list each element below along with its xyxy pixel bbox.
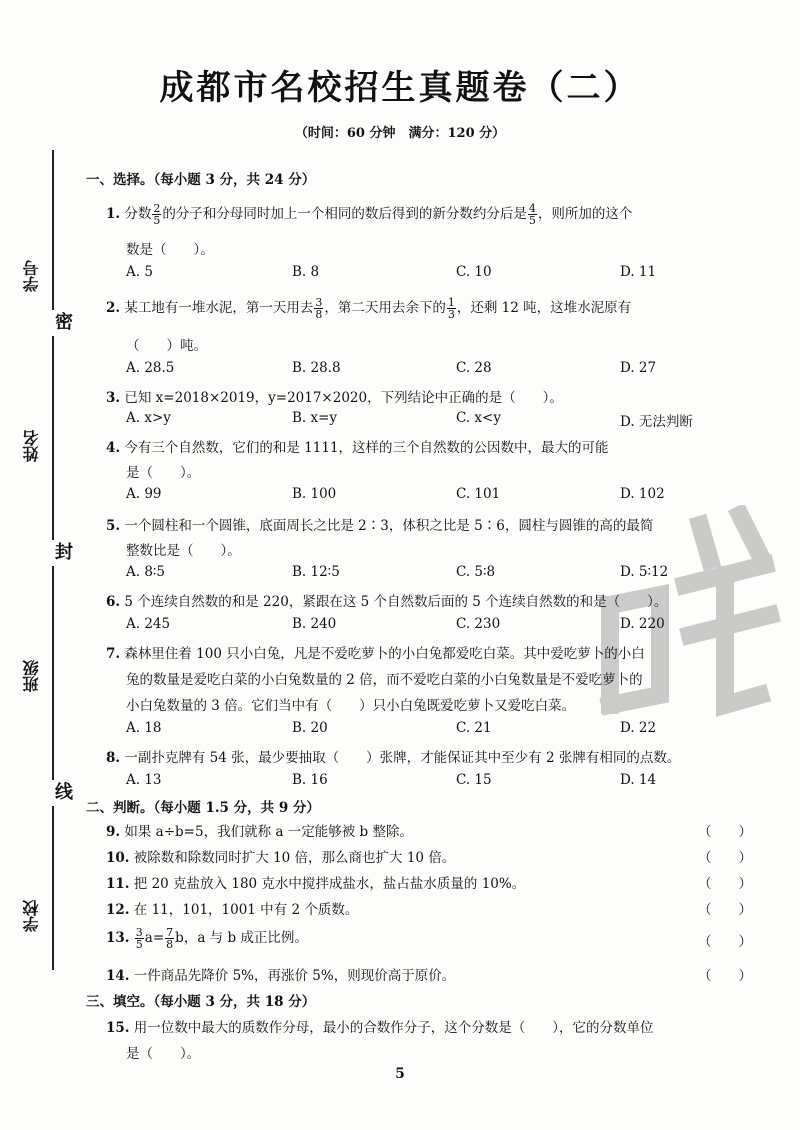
question-8: 8. 一副扑克牌有 54 张，最少要抽取（ ）张牌，才能保证其中至少有 2 张牌有相同的点数。: [106, 750, 681, 766]
option-d[interactable]: D. 27: [620, 360, 657, 376]
question-number: 1.: [106, 206, 121, 222]
option-b[interactable]: B. 240: [292, 616, 337, 632]
answer-blank[interactable]: （ ）: [698, 876, 752, 892]
question-number: 13.: [106, 930, 130, 946]
option-d[interactable]: D. 无法判断: [620, 414, 693, 430]
question-text: 是（ ）。: [126, 1046, 201, 1062]
page-number: 5: [395, 1066, 405, 1082]
option-c[interactable]: C. 15: [456, 772, 492, 788]
fraction: $\frac{3}{5}$: [135, 926, 143, 951]
option-d[interactable]: D. 220: [620, 616, 665, 632]
option-b[interactable]: B. 20: [292, 720, 328, 736]
question-text: 整数比是（ ）。: [126, 543, 241, 559]
option-a[interactable]: A. 99: [126, 486, 162, 502]
question-3: 3. 已知 x=2018×2019，y=2017×2020，下列结论中正确的是（ ）。: [106, 390, 563, 406]
name-label: 姓名: [22, 430, 41, 462]
question-number: 4.: [106, 440, 121, 456]
option-a[interactable]: A. 5: [126, 264, 153, 280]
answer-blank[interactable]: （ ）: [698, 850, 752, 866]
question-5: 5. 一个圆柱和一个圆锥，底面周长之比是 2∶3，体积之比是 5∶6，圆柱与圆锥的高的最简: [106, 518, 654, 534]
question-number: 15.: [106, 1020, 130, 1036]
section-fill-heading: 三、填空。（每小题 3 分，共 18 分）: [86, 994, 316, 1010]
option-d[interactable]: D. 14: [620, 772, 657, 788]
fraction: $\frac{4}{5}$: [528, 202, 536, 227]
seal-xian: 线: [50, 780, 78, 806]
question-10: 10. 被除数和除数同时扩大 10 倍，那么商也扩大 10 倍。: [106, 850, 456, 866]
class-label: 班级: [22, 660, 41, 692]
question-number: 9.: [106, 824, 121, 840]
option-b[interactable]: B. 28.8: [292, 360, 341, 376]
option-c[interactable]: C. 21: [456, 720, 492, 736]
binding-margin: [0, 140, 100, 980]
question-13: 13. $\frac{3}{5}$ a= $\frac{7}{8}$ b，a 与 b 成正比例。: [106, 926, 308, 951]
question-text: 小白兔数量的 3 倍。它们当中有（ ）只小白兔既爱吃萝卜又爱吃白菜。: [126, 698, 576, 714]
option-c[interactable]: C. 230: [456, 616, 501, 632]
fraction: $\frac{2}{5}$: [153, 202, 161, 227]
question-4: 4. 今有三个自然数，它们的和是 1111，这样的三个自然数的公因数中，最大的可能: [106, 440, 609, 456]
option-d[interactable]: D. 102: [620, 486, 665, 502]
question-11: 11. 把 20 克盐放入 180 克水中搅拌成盐水，盐占盐水质量的 10%。: [106, 876, 526, 892]
question-text: （ ）吨。: [126, 338, 207, 354]
seal-mi: 密: [50, 310, 78, 336]
option-a[interactable]: A. x>y: [126, 410, 171, 426]
question-number: 10.: [106, 850, 130, 866]
question-14: 14. 一件商品先降价 5%，再涨价 5%，则现价高于原价。: [106, 968, 456, 984]
question-number: 12.: [106, 902, 130, 918]
school-label: 学校: [22, 900, 41, 932]
question-number: 7.: [106, 646, 121, 662]
fraction: $\frac{3}{8}$: [315, 296, 323, 321]
question-number: 6.: [106, 594, 121, 610]
question-text: 数是（ ）。: [126, 242, 214, 258]
question-6: 6. 5 个连续自然数的和是 220，紧跟在这 5 个自然数后面的 5 个连续自然数的和是（ ）。: [106, 594, 668, 610]
question-number: 14.: [106, 968, 130, 984]
option-a[interactable]: A. 28.5: [126, 360, 175, 376]
question-number: 2.: [106, 300, 121, 316]
fraction: $\frac{7}{8}$: [166, 926, 174, 951]
question-12: 12. 在 11，101，1001 中有 2 个质数。: [106, 902, 359, 918]
question-number: 8.: [106, 750, 121, 766]
question-7: 7. 森林里住着 100 只小白兔，凡是不爱吃萝卜的小白兔都爱吃白菜。其中爱吃萝卜的小白: [106, 646, 645, 662]
option-c[interactable]: C. 101: [456, 486, 501, 502]
question-number: 3.: [106, 390, 121, 406]
question-1: 1. 分数 $\frac{2}{5}$ 的分子和分母同时加上一个相同的数后得到的新分数约分后是 $\frac{4}{5}$ ，则所加的这个: [106, 202, 633, 227]
answer-blank[interactable]: （ ）: [698, 968, 752, 984]
option-a[interactable]: A. 8∶5: [126, 564, 166, 580]
question-text: 是（ ）。: [126, 465, 201, 481]
option-c[interactable]: C. 10: [456, 264, 492, 280]
option-d[interactable]: D. 5∶12: [620, 564, 669, 580]
question-number: 11.: [106, 876, 130, 892]
question-number: 5.: [106, 518, 121, 534]
exam-time-info: （时间：60 分钟 满分：120 分）: [294, 126, 506, 141]
question-15: 15. 用一位数中最大的质数作分母，最小的合数作分子，这个分数是（ ），它的分数单位: [106, 1020, 654, 1036]
page-title: 成都市名校招生真题卷（二）: [159, 68, 641, 108]
option-a[interactable]: A. 13: [126, 772, 162, 788]
option-b[interactable]: B. 12∶5: [292, 564, 340, 580]
question-2: 2. 某工地有一堆水泥，第一天用去 $\frac{3}{8}$ ，第二天用去余下的 $\frac{1}{3}$ ，还剩 12 吨，这堆水泥原有: [106, 296, 632, 321]
option-d[interactable]: D. 11: [620, 264, 657, 280]
student-id-label: 学号: [22, 260, 41, 292]
option-b[interactable]: B. 100: [292, 486, 337, 502]
option-b[interactable]: B. x=y: [292, 410, 338, 426]
option-a[interactable]: A. 245: [126, 616, 171, 632]
seal-feng: 封: [50, 540, 78, 566]
question-9: 9. 如果 a÷b=5，我们就称 a 一定能够被 b 整除。: [106, 824, 413, 840]
option-d[interactable]: D. 22: [620, 720, 657, 736]
option-c[interactable]: C. 28: [456, 360, 492, 376]
answer-blank[interactable]: （ ）: [698, 902, 752, 918]
answer-blank[interactable]: （ ）: [698, 824, 752, 840]
question-text: 兔的数量是爱吃白菜的小白兔数量的 2 倍，而不爱吃白菜的小白兔数量是不爱吃萝卜的: [126, 672, 643, 688]
option-c[interactable]: C. 5∶8: [456, 564, 496, 580]
option-c[interactable]: C. x<y: [456, 410, 501, 426]
answer-blank[interactable]: （ ）: [698, 934, 752, 950]
section-choice-heading: 一、选择。（每小题 3 分，共 24 分）: [86, 172, 316, 188]
section-judge-heading: 二、判断。（每小题 1.5 分，共 9 分）: [86, 800, 320, 816]
option-b[interactable]: B. 8: [292, 264, 320, 280]
fraction: $\frac{1}{3}$: [447, 296, 455, 321]
option-a[interactable]: A. 18: [126, 720, 162, 736]
option-b[interactable]: B. 16: [292, 772, 328, 788]
